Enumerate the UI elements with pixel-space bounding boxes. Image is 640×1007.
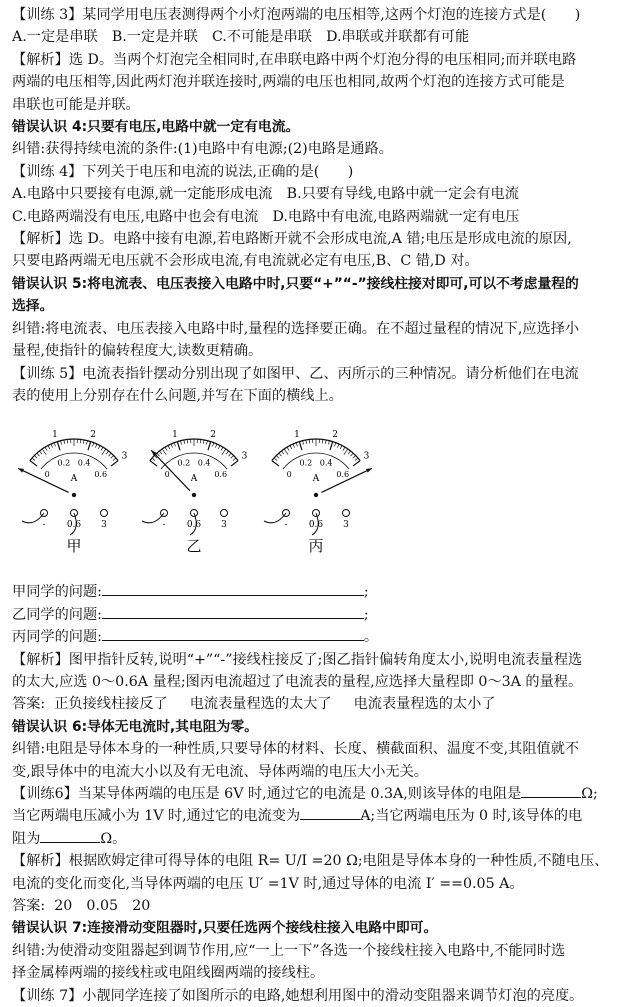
scale-tick xyxy=(222,449,226,455)
scale-tick xyxy=(177,442,180,451)
error-6-title: 错误认识 6:导体无电流时,其电阻为零。 xyxy=(12,716,632,738)
scale-label-inner: 0.6 xyxy=(94,470,107,479)
scale-tick xyxy=(328,441,329,445)
scale-tick xyxy=(303,441,304,445)
scale-tick xyxy=(231,456,234,459)
answer-yi: 电流表量程选的太大了 xyxy=(190,696,332,712)
student-jia-label: 甲同学的问题: xyxy=(12,584,102,600)
scale-tick xyxy=(221,447,223,450)
needle-pivot xyxy=(192,493,196,497)
scale-tick xyxy=(168,446,170,450)
terminal-label: 3 xyxy=(101,520,107,530)
training-6-analysis: 【解析】根据欧姆定律可得导体的电阻 R= U/I =20 Ω;电阻是导体本身的一种性质,不随电压、 xyxy=(12,850,632,872)
scale-tick xyxy=(344,449,348,455)
needle-arrow xyxy=(366,469,372,473)
scale-tick xyxy=(42,449,46,455)
answer-label: 答案: xyxy=(12,898,45,914)
scale-tick xyxy=(150,461,157,467)
student-bing-line xyxy=(12,626,632,648)
unit-label: A xyxy=(70,474,78,484)
terminal-label: - xyxy=(284,520,287,530)
question-text: Ω; xyxy=(581,786,598,802)
training-3-options: A.一定是串联 B.一定是并联 C.不可能是串联 D.串联或并联都有可能 xyxy=(12,26,632,48)
scale-tick xyxy=(174,443,175,447)
training-3-analysis: 【解析】选 D。当两个灯泡完全相同时,在串联电路中两个灯泡分得的电压相同;而并联电路 xyxy=(12,49,632,71)
training-3-analysis: 两端的电压相等,因此两灯泡并联连接时,两端的电压也相同,故两个灯泡的连接方式可能是 xyxy=(12,71,632,93)
unit-label: A xyxy=(190,474,198,484)
terminal-label: 3 xyxy=(221,520,227,530)
punctuation: 。 xyxy=(364,629,378,645)
error-6-correction: 变,跟导体中的电流大小以及有无电流、导体两端的电压大小无关。 xyxy=(12,761,632,783)
training-4-analysis: 【解析】选 D。电路中接有电源,若电路断开就不会形成电流,A 错;电压是形成电流的原因, xyxy=(12,228,632,250)
scale-tick xyxy=(276,456,279,459)
scale-tick xyxy=(226,451,228,454)
training-3-analysis: 串联也可能是并联。 xyxy=(12,94,632,116)
scale-tick xyxy=(98,446,100,450)
scale-tick xyxy=(218,446,220,450)
ammeter-3 xyxy=(264,430,372,555)
scale-tick xyxy=(37,453,40,456)
needle xyxy=(18,469,69,493)
terminal xyxy=(101,510,108,517)
scale-tick xyxy=(355,458,358,461)
scale-label-outer: 1 xyxy=(294,430,300,440)
training-7-question: 【训练 7】小靓同学连接了如图所示的电路,她想利用图中的滑动变阻器来调节灯泡的亮度。 xyxy=(12,985,632,1007)
answer-blank-jia[interactable] xyxy=(102,581,364,596)
scale-tick xyxy=(330,442,333,451)
inner-arc xyxy=(41,453,107,469)
scale-tick xyxy=(111,456,114,459)
ammeter-diagram xyxy=(12,407,412,557)
scale-tick xyxy=(95,444,97,448)
scale-tick xyxy=(284,449,288,455)
scale-tick xyxy=(296,443,297,447)
scale-tick xyxy=(348,451,350,454)
training-4-options-ab: A.电路中只要接有电源,就一定能形成电流 B.只要有导线,电路中就一定会有电流 xyxy=(12,183,632,205)
training-4-analysis: 只要电路两端无电压就不会形成电流,有电流就必定有电压,B、C 错,D 对。 xyxy=(12,250,632,272)
scale-tick xyxy=(152,458,155,461)
inner-arc xyxy=(161,453,227,469)
training-6-question xyxy=(12,805,632,827)
scale-tick xyxy=(159,451,161,454)
student-jia-line xyxy=(12,581,632,603)
punctuation: ; xyxy=(364,584,369,600)
scale-tick xyxy=(215,444,217,448)
unit-label: A xyxy=(312,474,320,484)
scale-tick xyxy=(39,451,41,454)
scale-label-inner: 0.6 xyxy=(336,470,349,479)
answer-values: 20 0.05 20 xyxy=(54,898,150,914)
scale-tick xyxy=(61,441,62,445)
scale-tick xyxy=(86,441,87,445)
scale-tick xyxy=(162,449,166,455)
answer-blank-resistance-zero[interactable] xyxy=(40,828,100,843)
training-6-question xyxy=(12,783,632,805)
needle-pivot xyxy=(314,493,318,497)
scale-label-inner: 0 xyxy=(287,470,292,479)
training-5-analysis: 【解析】图甲指针反转,说明“+”“-”接线柱接反了;图乙指针偏转角度太小,说明电流表量程选 xyxy=(12,649,632,671)
scale-tick xyxy=(165,447,167,450)
scale-tick xyxy=(92,443,93,447)
terminal xyxy=(343,510,350,517)
training-6-analysis: 电流的变化而变化,当导体两端的电压 U′ =1V 时,通过导体的电流 I′ ==0.05 A。 xyxy=(12,873,632,895)
error-5-title: 选择。 xyxy=(12,295,632,317)
scale-tick xyxy=(274,458,277,461)
scale-tick xyxy=(113,458,116,461)
scale-tick xyxy=(325,440,326,444)
scale-label-inner: 0.2 xyxy=(178,459,191,468)
scale-tick xyxy=(287,447,289,450)
scale-tick xyxy=(111,461,118,467)
scale-tick xyxy=(206,441,207,445)
training-4-question: 【训练 4】下列关于电压和电流的说法,正确的是( ) xyxy=(12,161,632,183)
scale-label-inner: 0 xyxy=(165,470,170,479)
answer-blank-current[interactable] xyxy=(300,805,360,820)
scale-label-inner: 0.4 xyxy=(78,459,91,468)
question-text: 阻为 xyxy=(12,831,40,847)
scale-label-outer: 1 xyxy=(172,430,178,440)
student-yi-label: 乙同学的问题: xyxy=(12,607,102,623)
scale-tick xyxy=(272,461,279,467)
scale-tick xyxy=(208,442,211,451)
scale-tick xyxy=(279,453,282,456)
scale-label-inner: 0.4 xyxy=(198,459,211,468)
scale-tick xyxy=(102,449,106,455)
error-7-correction: 择金属棒两端的接线柱或电阻线圈两端的接线柱。 xyxy=(12,962,632,984)
scale-tick xyxy=(334,443,335,447)
needle-pivot xyxy=(72,493,76,497)
scale-tick xyxy=(64,440,65,444)
scale-tick xyxy=(48,446,50,450)
question-text: 当它两端电压减小为 1V 时,通过它的电流变为 xyxy=(12,808,300,824)
figure-label: 丙 xyxy=(308,537,323,555)
error-5-correction: 量程,使指针的偏转程度大,读数更精确。 xyxy=(12,340,632,362)
scale-tick xyxy=(184,440,185,444)
figure-label: 乙 xyxy=(186,537,201,555)
inner-arc xyxy=(283,453,349,469)
training-5-analysis: 的太大,应选 0～0.6A 量程;图丙电流超过了电流表的量程,应选择大量程即 0～3A 的量程。 xyxy=(12,671,632,693)
scale-tick xyxy=(281,451,283,454)
scale-label-inner: 0.4 xyxy=(320,459,333,468)
scale-tick xyxy=(212,443,213,447)
ammeter-2 xyxy=(142,430,248,555)
ammeter-figures xyxy=(12,407,632,557)
answer-blank-bing[interactable] xyxy=(102,626,364,641)
scale-tick xyxy=(34,456,37,459)
scale-tick xyxy=(88,442,91,451)
scale-tick xyxy=(306,440,307,444)
ammeter-1 xyxy=(18,430,128,555)
scale-label-outer: 2 xyxy=(210,430,216,440)
terminal-label: 0.6 xyxy=(309,520,324,530)
scale-label-outer: 3 xyxy=(242,452,248,462)
scale-tick xyxy=(343,447,345,450)
needle xyxy=(151,450,190,490)
training-5-answer xyxy=(12,693,632,715)
scale-label-inner: 0.2 xyxy=(300,459,313,468)
scale-tick xyxy=(337,444,339,448)
scale-label-outer: 3 xyxy=(364,452,370,462)
error-5-correction: 纠错:将电流表、电压表接入电路中时,量程的选择要正确。在不超过量程的情况下,应选择小 xyxy=(12,318,632,340)
scale-tick xyxy=(353,461,360,467)
scale-tick xyxy=(181,441,182,445)
scale-tick xyxy=(203,440,204,444)
scale-label-outer: 2 xyxy=(90,430,96,440)
scale-tick xyxy=(233,458,236,461)
training-5-question: 表的使用上分别存在什么问题,并写在下面的横线上。 xyxy=(12,385,632,407)
answer-blank-resistance[interactable] xyxy=(521,783,581,798)
scale-label-inner: 0.6 xyxy=(214,470,227,479)
scale-tick xyxy=(290,446,292,450)
scale-tick xyxy=(106,451,108,454)
training-6-question xyxy=(12,828,632,850)
terminal-label: - xyxy=(162,520,165,530)
scale-tick xyxy=(54,443,55,447)
scale-label-outer: 3 xyxy=(122,452,128,462)
question-text: Ω。 xyxy=(100,831,126,847)
answer-label: 答案: xyxy=(12,696,45,712)
terminal xyxy=(221,510,228,517)
training-5-question: 【训练 5】电流表指针摆动分别出现了如图甲、乙、丙所示的三种情况。请分析他们在电流 xyxy=(12,363,632,385)
error-4-correction: 纠错:获得持续电流的条件:(1)电路中有电源;(2)电路是通路。 xyxy=(12,138,632,160)
training-3-question: 【训练 3】某同学用电压表测得两个小灯泡两端的电压相等,这两个灯泡的连接方式是( ) xyxy=(12,4,632,26)
terminal-label: - xyxy=(42,520,45,530)
scale-tick xyxy=(340,446,342,450)
scale-tick xyxy=(109,453,112,456)
scale-tick xyxy=(30,461,37,467)
error-4-title: 错误认识 4:只要有电压,电路中就一定有电流。 xyxy=(12,116,632,138)
scale-tick xyxy=(57,442,60,451)
terminal-label: 3 xyxy=(343,520,349,530)
scale-tick xyxy=(293,444,295,448)
scale-tick xyxy=(171,444,173,448)
scale-tick xyxy=(45,447,47,450)
scale-tick xyxy=(231,461,238,467)
question-text: A;当它两端电压为 0 时,该导体的电 xyxy=(360,808,582,824)
punctuation: ; xyxy=(364,607,369,623)
scale-tick xyxy=(353,456,356,459)
scale-tick xyxy=(83,440,84,444)
scale-tick xyxy=(101,447,103,450)
error-5-title: 错误认识 5:将电流表、电压表接入电路中时,只要“+”“-”接线柱接对即可,可以不考虑量程的 xyxy=(12,273,632,295)
answer-blank-yi[interactable] xyxy=(102,604,364,619)
error-7-correction: 纠错:为使滑动变阻器起到调节作用,应“一上一下”各选一个接线柱接入电路中,不能同时选 xyxy=(12,940,632,962)
terminal-label: 0.6 xyxy=(67,520,82,530)
error-7-title: 错误认识 7:连接滑动变阻器时,只要任选两个接线柱接入电路中即可。 xyxy=(12,917,632,939)
terminal-label: 0.6 xyxy=(187,520,202,530)
scale-label-inner: 0.2 xyxy=(58,459,71,468)
student-yi-line xyxy=(12,604,632,626)
error-6-correction: 纠错:电阻是导体本身的一种性质,只要导体的材料、长度、横截面积、温度不变,其阻值就不 xyxy=(12,738,632,760)
answer-bing: 电流表量程选的太小了 xyxy=(354,696,496,712)
answer-jia: 正负接线柱接反了 xyxy=(54,696,168,712)
scale-label-outer: 1 xyxy=(52,430,58,440)
needle-arrow xyxy=(18,469,24,473)
figure-label: 甲 xyxy=(66,537,81,555)
scale-label-inner: 0 xyxy=(45,470,50,479)
training-4-options-cd: C.电路两端没有电压,电路中也会有电流 D.电路中有电流,电路两端就一定有电压 xyxy=(12,206,632,228)
scale-tick xyxy=(299,442,302,451)
scale-label-outer: 2 xyxy=(332,430,338,440)
question-text: 【训练6】当某导体两端的电压是 6V 时,通过它的电流是 0.3A,则该导体的电阻是 xyxy=(12,786,521,802)
scale-tick xyxy=(51,444,53,448)
training-6-answer xyxy=(12,895,632,917)
student-bing-label: 丙同学的问题: xyxy=(12,629,102,645)
scale-tick xyxy=(351,453,354,456)
scale-tick xyxy=(32,458,35,461)
scale-tick xyxy=(229,453,232,456)
